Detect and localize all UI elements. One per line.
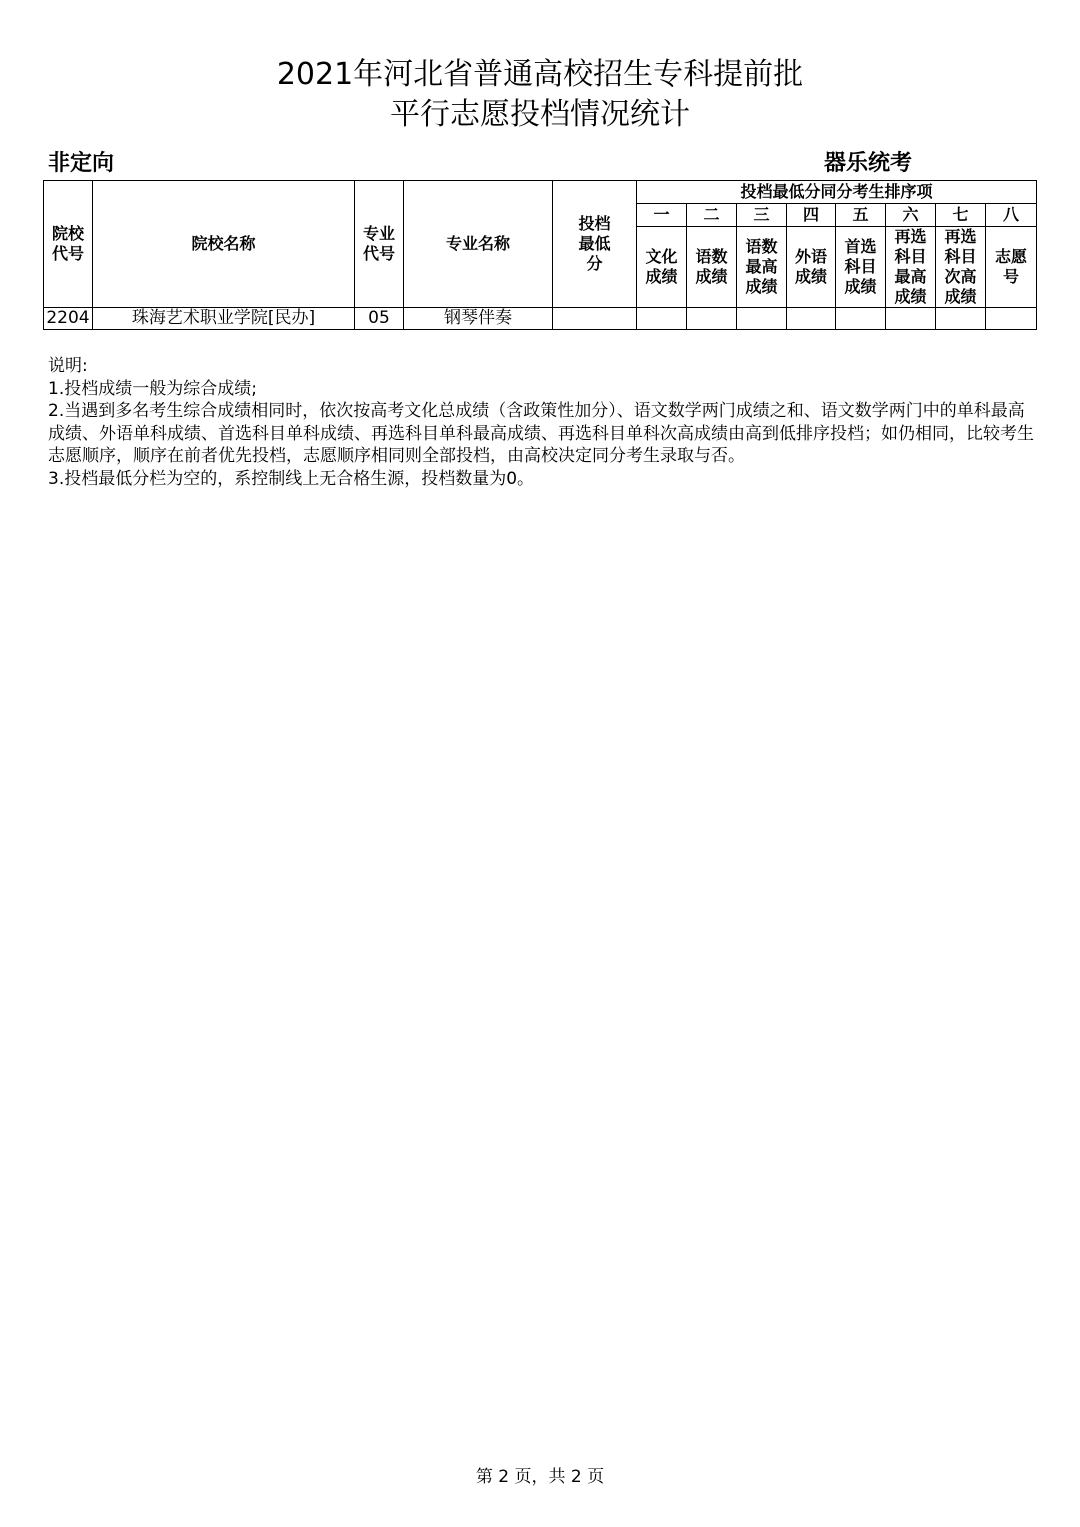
cell-major-name: 钢琴伴奏 bbox=[404, 308, 553, 330]
order-number-7: 七 bbox=[936, 204, 986, 227]
order-number-4: 四 bbox=[787, 204, 836, 227]
cell-tiebreak-5 bbox=[836, 308, 886, 330]
tiebreak-item-4: 外语成绩 bbox=[787, 227, 836, 308]
cell-tiebreak-6 bbox=[886, 308, 936, 330]
cell-school-code: 2204 bbox=[44, 308, 93, 330]
tiebreak-item-6: 再选科目最高成绩 bbox=[886, 227, 936, 308]
header-min-score: 投档最低分 bbox=[553, 181, 637, 308]
tiebreak-item-1: 文化成绩 bbox=[637, 227, 687, 308]
tiebreak-item-8: 志愿号 bbox=[986, 227, 1037, 308]
cell-tiebreak-4 bbox=[787, 308, 836, 330]
header-school-name: 院校名称 bbox=[93, 181, 355, 308]
page-footer: 第 2 页，共 2 页 bbox=[475, 1467, 605, 1487]
document-title-line1: 2021年河北省普通高校招生专科提前批 bbox=[276, 57, 804, 92]
category-label: 非定向 bbox=[48, 151, 115, 176]
header-major-name: 专业名称 bbox=[404, 181, 553, 308]
notes-section bbox=[48, 355, 1038, 490]
order-number-5: 五 bbox=[836, 204, 886, 227]
order-number-8: 八 bbox=[986, 204, 1037, 227]
tiebreak-item-3: 语数最高成绩 bbox=[737, 227, 787, 308]
order-number-1: 一 bbox=[637, 204, 687, 227]
cell-tiebreak-3 bbox=[737, 308, 787, 330]
header-major-code: 专业代号 bbox=[355, 181, 404, 308]
note-item-2: 2.当遇到多名考生综合成绩相同时，依次按高考文化总成绩（含政策性加分）、语文数学两门成绩之和、语文数学两门中的单科最高成绩、外语单科成绩、首选科目单科成绩、再选科目单科最高成绩、再选科目单科次高成绩由高到低排序投档；如仍相同，比较考生志愿顺序，顺序在前者优先投档，志愿顺序相同则全部投档，由高校决定同分考生录取与否。 bbox=[48, 401, 1034, 466]
header-school-code: 院校代号 bbox=[44, 181, 93, 308]
order-number-2: 二 bbox=[687, 204, 737, 227]
order-number-6: 六 bbox=[886, 204, 936, 227]
order-number-3: 三 bbox=[737, 204, 787, 227]
cell-major-code: 05 bbox=[355, 308, 404, 330]
cell-tiebreak-8 bbox=[986, 308, 1037, 330]
cell-tiebreak-1 bbox=[637, 308, 687, 330]
notes-heading: 说明: bbox=[48, 356, 88, 376]
tiebreak-item-2: 语数成绩 bbox=[687, 227, 737, 308]
cell-tiebreak-7 bbox=[936, 308, 986, 330]
exam-type-label: 器乐统考 bbox=[823, 151, 912, 176]
tiebreak-item-7: 再选科目次高成绩 bbox=[936, 227, 986, 308]
admission-table bbox=[43, 180, 1037, 330]
table-row bbox=[44, 308, 1037, 330]
document-title-line2: 平行志愿投档情况统计 bbox=[390, 97, 690, 132]
cell-school-name: 珠海艺术职业学院[民办] bbox=[93, 308, 355, 330]
tiebreak-item-5: 首选科目成绩 bbox=[836, 227, 886, 308]
cell-tiebreak-2 bbox=[687, 308, 737, 330]
header-tiebreak-group: 投档最低分同分考生排序项 bbox=[637, 181, 1037, 204]
note-item-1: 1.投档成绩一般为综合成绩; bbox=[48, 378, 257, 399]
note-item-3: 3.投档最低分栏为空的，系控制线上无合格生源，投档数量为0。 bbox=[48, 468, 535, 489]
cell-min-score bbox=[553, 308, 637, 330]
